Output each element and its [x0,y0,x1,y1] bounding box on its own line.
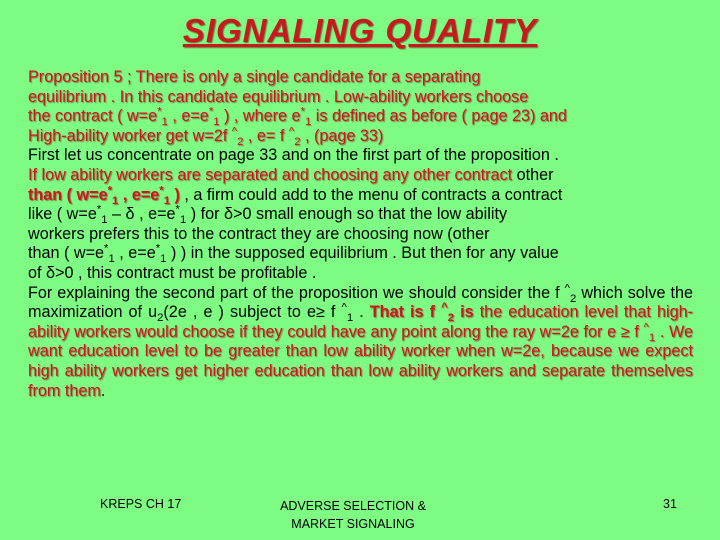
text-line: equilibrium . In this candidate equilibrium . Low-ability workers choose [28,87,529,106]
text-line: of δ>0 , this contract must be profitable . [28,263,317,282]
text-line: Proposition 5 ; There is only a single candidate for a separating [28,68,481,86]
footer-topic: ADVERSE SELECTION & MARKET SIGNALING [280,499,426,531]
text-line: High-ability worker get w=2f ^$_2$ , e= f ^$_2$ , (page 33) [28,125,384,149]
text-line: First let us concentrate on page 33 and on the first part of the proposition . [28,146,559,165]
footer-source: KREPS CH 17 [100,497,182,511]
page-number: 31 [663,497,677,511]
slide-title: SIGNALING QUALITY [182,12,538,49]
proposition-block [28,68,693,149]
text-line: like ( $w=e^*_1 - \delta$ , $e=e^*_1$ ) for δ>0 small enough so that the low ability [28,203,508,227]
text-line: If low ability workers are separated and choosing any other contract other [28,165,554,184]
text-line: than ( $w=e^*_1$ , $e=e^*_1$ ) ) in the supposed equilibrium . But then for any value [28,242,559,266]
text-line: the contract ( $w=e^*_1$ , $e=e^*_1$ ) , where $e^*_1$ is defined as before ( page 23) and [28,105,567,129]
text-line: workers prefers this to the contract they are choosing now (other [28,224,490,243]
explanation-block-1 [28,146,693,283]
text-line: than ( $w=e^*_1$ , $e=e^*_1$ ) , a firm could add to the menu of contracts a contract [28,184,563,207]
explanation-block-2: For explaining the second part of the proposition we should consider the f ^$_2$ which solve the maximization of $u_2(2e$ , e ) subject to e≥ f ^$_1$ . That is f ^$_2$ is the education level that high-ability workers would choose if they could have any point along the ray w=2e for e ≥ f ^$_1$ . We want education level to be greater than low ability worker when w=2e, because we expect high ability workers get higher education than low ability workers and separate themselves from them. [28,282,694,400]
slide-body [28,68,693,401]
